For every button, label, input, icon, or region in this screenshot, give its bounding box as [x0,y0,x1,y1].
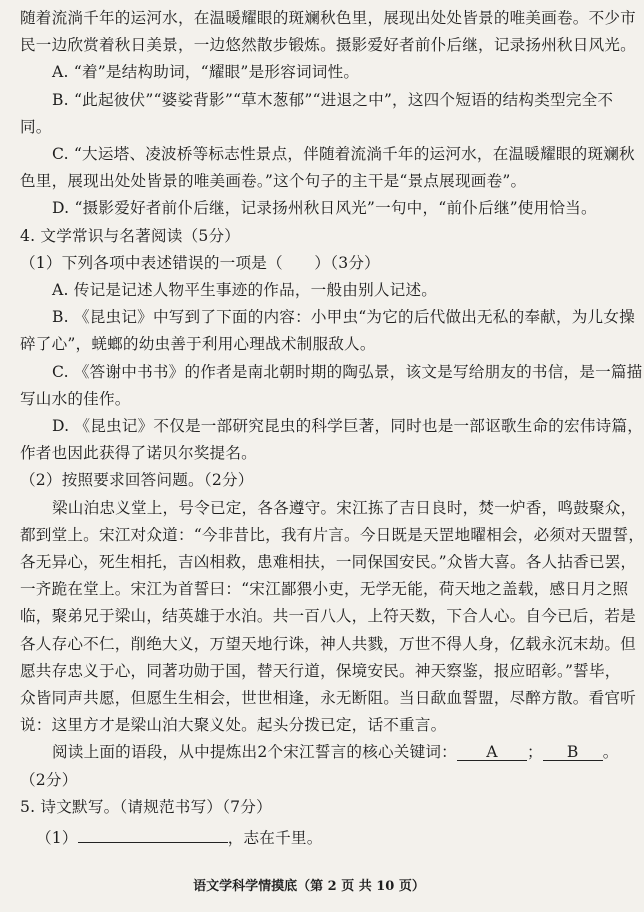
q4-score: （2分） [20,770,78,789]
q5-item1-tail: ，志在千里。 [227,829,323,847]
q3-option-d: D. “摄影爱好者前仆后继，记录扬州秋日风光”一句中，“前仆后继”使用恰当。 [52,199,597,218]
passage-line: 一齐跪在堂上。宋江为首誓曰：“宋江鄙猥小吏，无学无能，荷天地之盖载，感日月之照 [20,580,629,599]
blank-end: 。 [602,743,619,762]
q4-option-b-line-1: B. 《昆虫记》中写到了下面的内容：小甲虫“为它的后代做出无私的奉献，为儿女操 [52,308,635,327]
q4-option-d-line-1: D. 《昆虫记》不仅是一部研究昆虫的科学巨著，同时也是一部讴歌生命的宏伟诗篇， [52,417,644,435]
q4-option-d-line-2: 作者也因此获得了诺贝尔奖提名。 [20,444,257,463]
q3-option-a: A. “着”是结构助词，“耀眼”是形容词词性。 [52,63,360,82]
q3-option-b-line-1: B. “此起彼伏”“婆娑背影”“草木葱郁”“进退之中”，这四个短语的结构类型完全不 [52,90,614,109]
q4-sub-question-2: （2）按照要求回答问题。（2分） [20,471,254,490]
page-footer: 语文学科学情摸底（第 2 页 共 10 页） [193,879,425,894]
q4-heading: 4. 文学常识与名著阅读（5分） [20,226,241,245]
q4-option-c-line-2: 写山水的佳作。 [20,389,131,408]
answer-blank-a[interactable]: A [457,742,527,761]
q3-stem-line-2: 民一边欣赏着秋日美景，一边悠然散步锻炼。摄影爱好者前仆后继，记录扬州秋日风光。 [20,36,636,55]
q3-option-c-line-1: C. “大运塔、凌波桥等标志性景点，伴随着流淌千年的运河水，在温暖耀眼的斑斓秋 [52,145,635,163]
q3-option-c-line-2: 色里，展现出处处皆景的唯美画卷。”这个句子的主干是“景点展现画卷”。 [20,172,527,191]
passage-line: 都到堂上。宋江对众道：“今非昔比，我有片言。今日既是天罡地曜相会，必须对天盟誓， [20,525,644,544]
answer-blank-b[interactable]: B [543,742,603,761]
blank-separator: ； [526,743,543,762]
q4-score-line [20,770,604,790]
passage-line: 各人存心不仁，削绝大义，万望天地行诛，神人共戮，万世不得人身，亿载永沉末劫。但 [20,634,636,653]
q5-heading-text: 5. 诗文默写。（请规范书写）（7分） [20,797,272,816]
q5-item-1 [36,824,604,848]
passage-line: 临，聚弟兄于梁山，结英雄于水泊。共一百八人，上符天数，下合人心。自今已后，若是 [20,607,636,626]
q5-heading [20,797,604,817]
passage-line: 众皆同声共愿，但愿生生相会，世世相逢，永无断阻。当日歃血誓盟，尽醉方散。看官听 [20,689,636,707]
keyword-prompt-line [52,742,619,762]
q4-option-a: A. 传记是记述人物平生事迹的作品，一般由别人记述。 [52,281,438,299]
q5-item1-blank[interactable] [78,824,228,843]
q4-option-c-line-1: C. 《答谢中书书》的作者是南北朝时期的陶弘景，该文是写给朋友的书信，是一篇描 [52,362,643,381]
passage-line: 梁山泊忠义堂上，号令已定，各各遵守。宋江拣了吉日良时，焚一炉香，鸣鼓聚众， [52,498,637,517]
passage-line: 说：这里方才是梁山泊大聚义处。起头分拨已定，话不重言。 [20,716,447,735]
q4-option-b-line-2: 碎了心”，蜣螂的幼虫善于利用心理战术制服敌人。 [20,335,376,354]
passage-line: 愿共存忠义于心，同著功勋于国，替天行道，保境安民。神天察鉴，报应昭彰。”誓毕， [20,661,621,680]
passage-line: 各无异心，死生相托，吉凶相救，患难相扶，一同保国安民。”众皆大喜。各人拈香已罢， [20,553,637,571]
q3-stem-line-1: 随着流淌千年的运河水，在温暖耀眼的斑斓秋色里，展现出处处皆景的唯美画卷。不少市 [20,9,636,27]
q3-option-b-line-2: 同。 [20,117,52,136]
q4-sub-question-1: （1）下列各项中表述错误的一项是（ ）（3分） [20,253,380,272]
keyword-prompt: 阅读上面的语段，从中提炼出2个宋江誓言的核心关键词： [52,743,457,762]
q5-item-number: （1） [36,829,78,847]
